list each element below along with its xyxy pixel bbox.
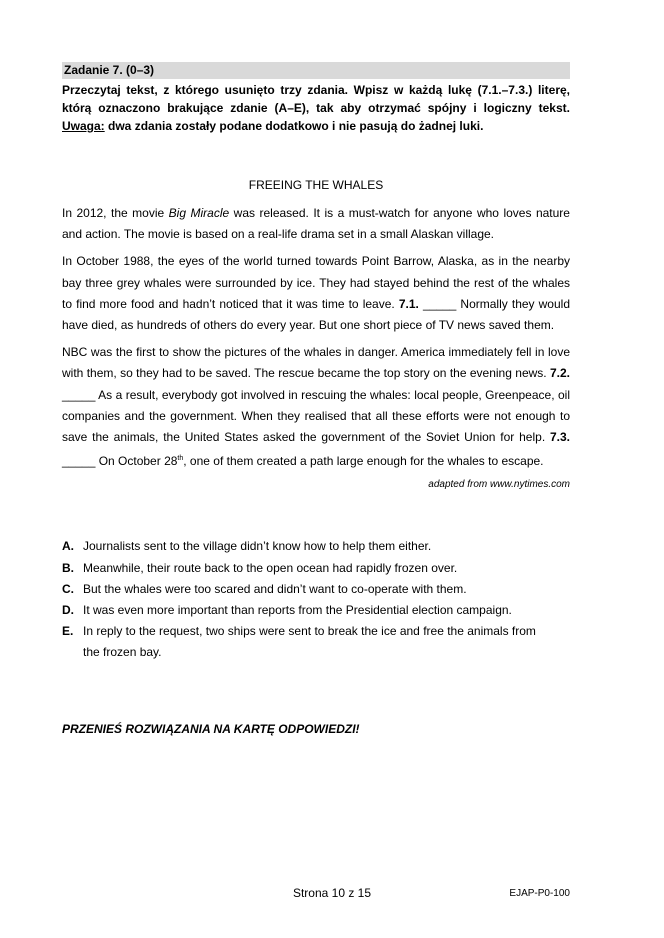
task-header: Zadanie 7. (0–3) <box>62 62 570 79</box>
gap-label-7-1: 7.1. <box>398 296 419 311</box>
option-letter: B. <box>62 560 74 575</box>
gap-blank-7-3: _____ <box>62 454 99 469</box>
option-e <box>62 621 570 663</box>
option-letter: A. <box>62 539 74 554</box>
text-title: FREEING THE WHALES <box>248 178 384 192</box>
p3-text-mid: As a result, everybody got involved in rescuing the whales: local people, Greenpeace, oil companies and the government. When they realised that all these efforts were not enough to save the animals, the United States asked the government of the Soviet Union for help. <box>62 387 570 445</box>
exam-page <box>62 62 570 736</box>
note-label: Uwaga: <box>62 119 105 133</box>
paragraph-2 <box>62 251 570 336</box>
p3-date-suffix: th <box>177 455 184 463</box>
gap-blank-7-1: _____ <box>418 296 461 311</box>
gap-blank-7-2: _____ <box>62 387 99 402</box>
option-letter: E. <box>62 624 74 639</box>
option-b <box>62 558 570 579</box>
option-text: But the whales were too scared and didn’t want to co-operate with them. <box>83 581 467 596</box>
p2-text-after: Normally they would have died, as hundreds of others do every year. But one short piece of TV news saved them. <box>62 296 570 333</box>
option-text: In reply to the request, two ships were sent to break the ice and free the animals from the frozen bay. <box>83 624 536 660</box>
option-letter: D. <box>62 603 74 618</box>
gap-label-7-2: 7.2. <box>549 366 570 381</box>
p3-text-before: NBC was the first to show the pictures of the whales in danger. America immediately fell in love with them, so they had to be saved. The rescue became the top story on the evening news. <box>62 345 570 381</box>
paragraph-1 <box>62 203 570 245</box>
p3-date: On October 28 <box>98 454 178 469</box>
option-c <box>62 579 570 600</box>
answer-options <box>62 536 570 663</box>
p1-text-before: In 2012, the movie <box>62 206 169 220</box>
task-instructions <box>62 81 570 135</box>
option-text: It was even more important than reports from the Presidential election campaign. <box>83 603 512 618</box>
option-text: Meanwhile, their route back to the open ocean had rapidly frozen over. <box>83 560 458 575</box>
page-number: Strona 10 z 15 <box>292 886 372 900</box>
source-citation: adapted from www.nytimes.com <box>428 479 570 491</box>
p1-text-after: was released. It is a must-watch for anyone who loves nature and action. The movie is based on a real-life drama set in a small Alaskan village. <box>62 206 570 242</box>
exam-code: EJAP-P0-100 <box>509 888 570 899</box>
instruction-text: Przeczytaj tekst, z którego usunięto trzy zdania. Wpisz w każdą lukę (7.1.–7.3.) literę, którą oznaczono brakujące zdanie (A–E), tak aby otrzymać spójny i logiczny tekst. <box>62 83 570 115</box>
option-letter: C. <box>62 581 74 596</box>
p2-text-before: In October 1988, the eyes of the world turned towards Point Barrow, Alaska, as in the nearby bay three grey whales were surrounded by ice. They had stayed behind the rest of the whales to find more food and hadn’t noticed that it was time to leave. <box>62 254 570 311</box>
movie-title: Big Miracle <box>168 206 230 220</box>
option-d <box>62 600 570 621</box>
paragraph-3 <box>62 342 570 472</box>
option-a <box>62 536 570 557</box>
note-text: dwa zdania zostały podane dodatkowo i nie pasują do żadnej luki. <box>104 119 484 133</box>
gap-label-7-3: 7.3. <box>549 430 570 445</box>
p3-text-after: , one of them created a path large enough for the whales to escape. <box>183 454 544 469</box>
transfer-answers-note: PRZENIEŚ ROZWIĄZANIA NA KARTĘ ODPOWIEDZI! <box>62 721 360 736</box>
option-text: Journalists sent to the village didn’t know how to help them either. <box>83 539 432 554</box>
